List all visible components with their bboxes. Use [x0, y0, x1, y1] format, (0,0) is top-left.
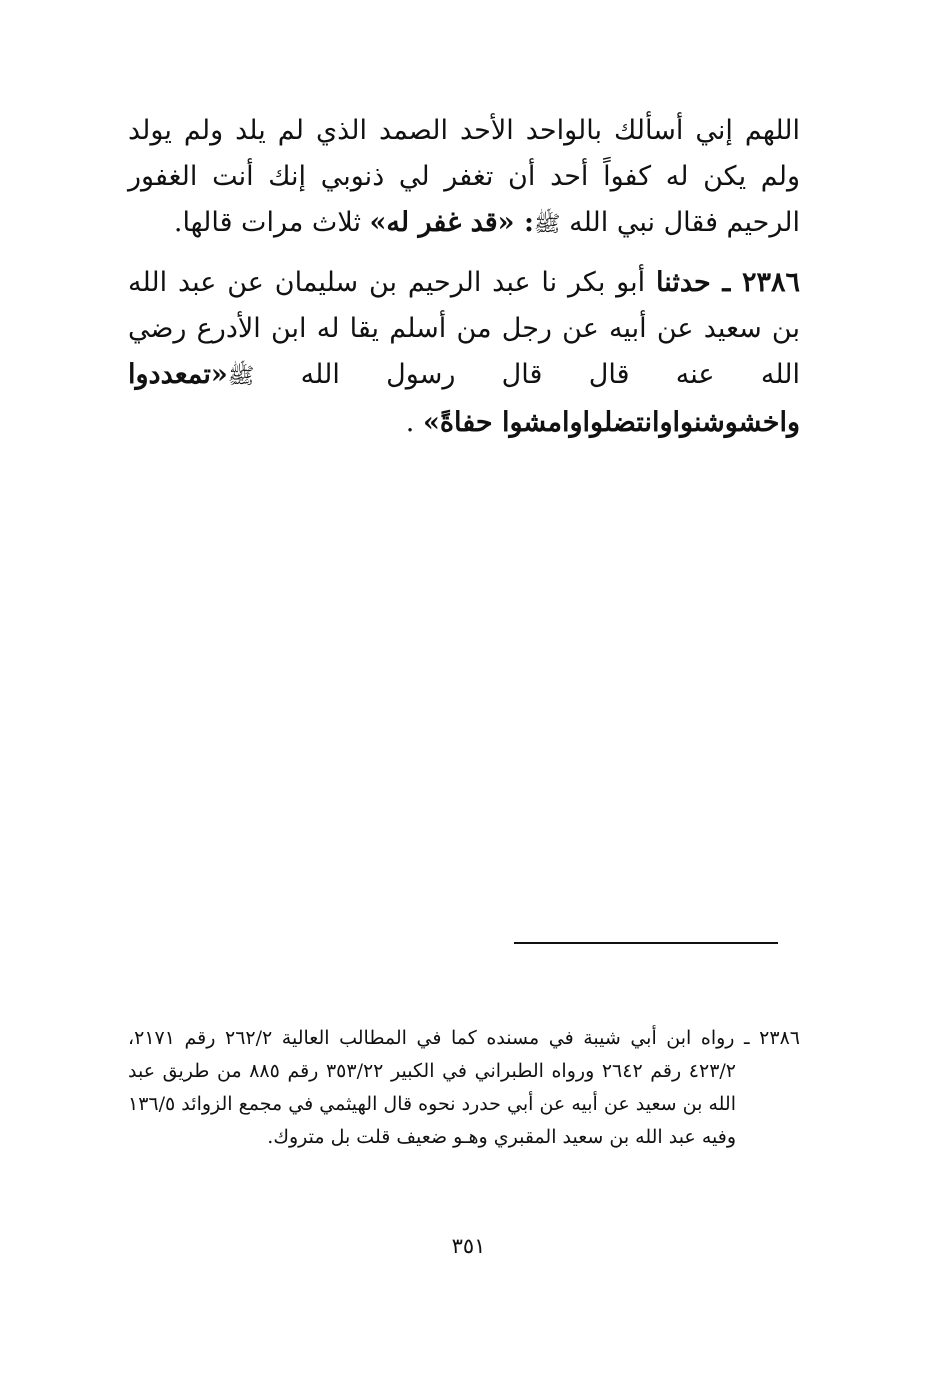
continuation-paragraph: [128, 108, 800, 248]
footnote-block: [128, 1022, 800, 1154]
hadith-ending: .: [405, 407, 423, 438]
continuation-text: اللهم إني أسألك بالواحد الأحد الصمد الذي لم يلد ولم يولد ولم يكن له كفواً أحد أن تغفر لي ذنوبي إنك أنت الغفور الرحيم فقال نبي الله: [128, 115, 800, 238]
footnote-divider: [514, 942, 778, 944]
continuation-ending: ثلاث مرات قالها.: [173, 207, 370, 238]
salutation-glyph: ﷺ: [533, 212, 561, 237]
main-text-block: [128, 108, 800, 458]
hadith-number: ٢٣٨٦ ـ: [722, 267, 800, 298]
page-number: ٣٥١: [451, 1234, 486, 1258]
hadith-chain: أبو بكر نا عبد الرحيم بن سليمان عن عبد الله بن سعيد عن أبيه عن رجل من أسلم يقا له ابن الأدرع رضي الله عنه قال قال رسول الله: [128, 267, 800, 390]
prophetic-quote: «تمعددوا واخشوشنواوانتضلواوامشوا حفاةً»: [128, 359, 800, 438]
footnote-text: ٢٣٨٦ ـ رواه ابن أبي شيبة في مسنده كما في المطالب العالية ٢٦٢/٢ رقم ٢١٧١، ٤٢٣/٢ رقم ٢٦٤٢ ورواه الطبراني في الكبير ٣٥٣/٢٢ رقم ٨٨٥ من طريق عبد الله بن سعيد عن أبيه عن أبي حدرد نحوه قال الهيثمي في مجمع الزوائد ١٣٦/٥ وفيه عبد الله بن سعيد المقبري وهـو ضعيف قلت بل متروك.: [128, 1027, 800, 1148]
salutation-glyph: ﷺ: [227, 364, 255, 389]
narration-verb: حدثنا: [655, 267, 723, 298]
hadith-paragraph: [128, 260, 800, 446]
prophetic-quote: : «قد غفر له»: [369, 207, 534, 238]
